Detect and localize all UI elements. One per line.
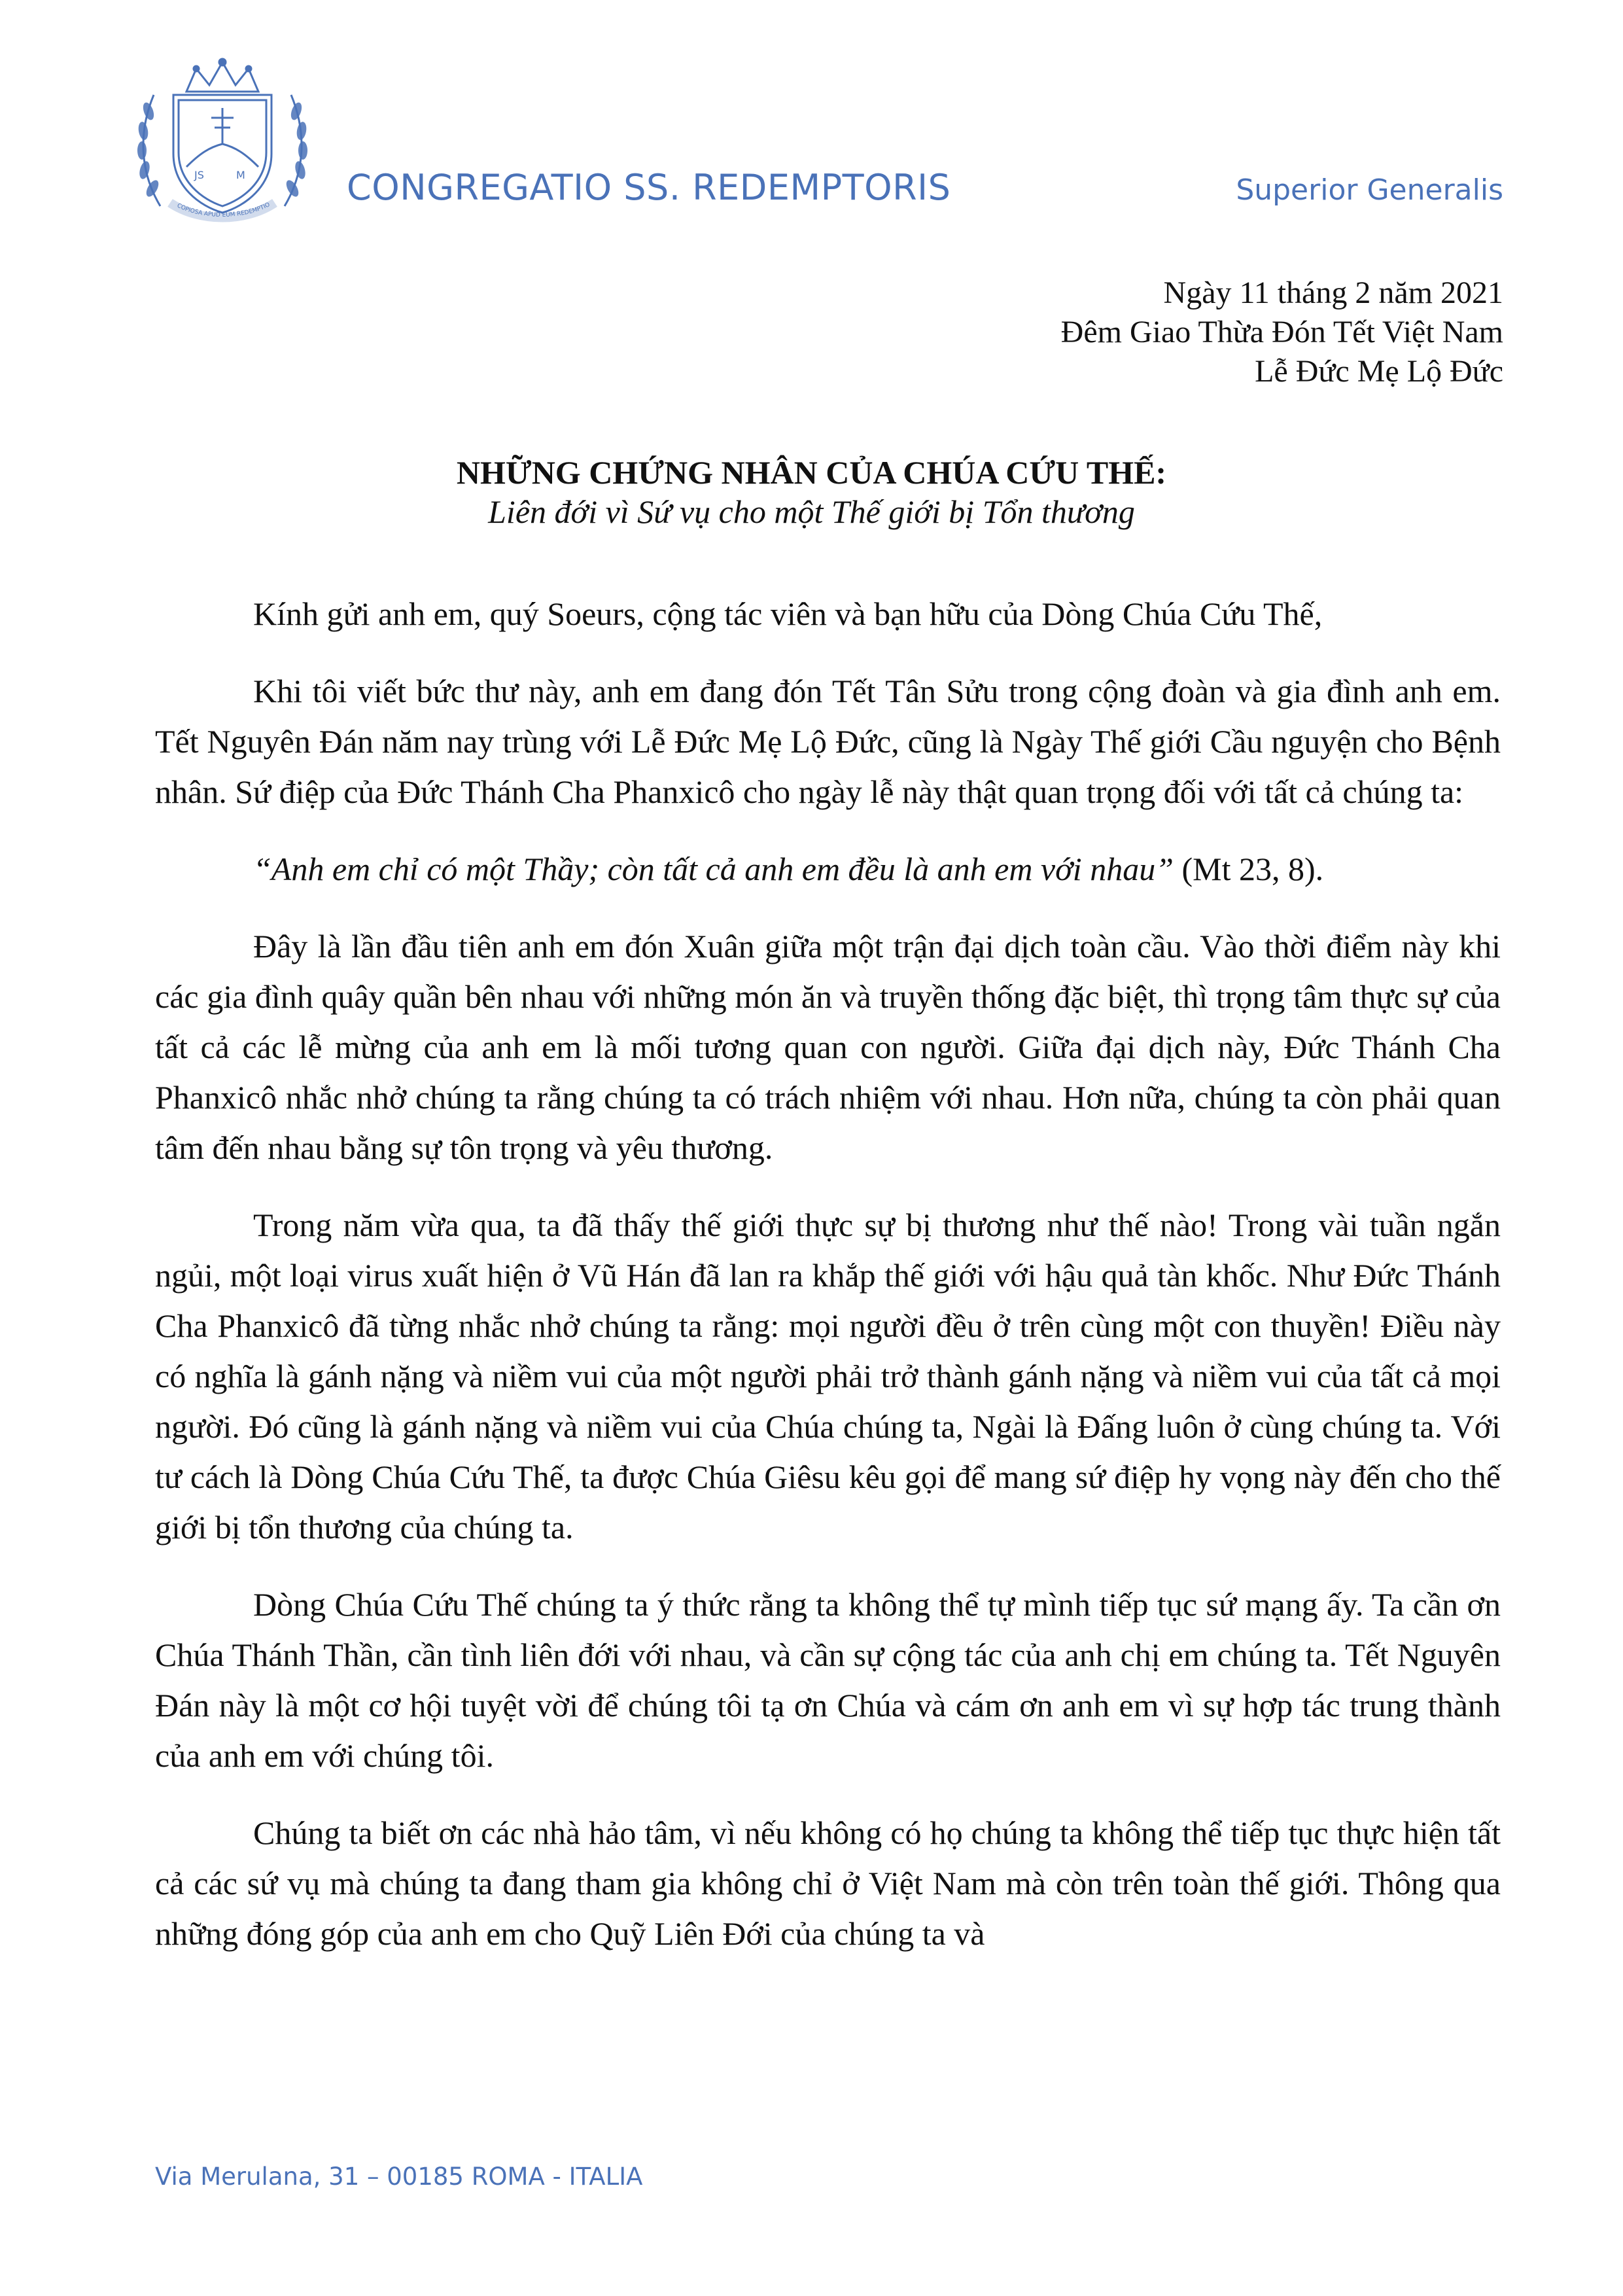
paragraph: Đây là lần đầu tiên anh em đón Xuân giữa một trận đại dịch toàn cầu. Vào thời điểm này khi các gia đình quây quần bên nhau với những món ăn và truyền thống đặc biệt, thì trọng tâm thực sự của tất cả các lễ mừng của anh em là mối tương quan con người. Giữa đại dịch này, Đức Thánh Cha Phanxicô nhắc nhở chúng ta rằng chúng ta có trách nhiệm với nhau. Hơn nữa, chúng ta còn phải quan tâm đến nhau bằng sự tôn trọng và yêu thương.: [155, 928, 1501, 1166]
letter-body: [155, 589, 1501, 1986]
feast-line: Lễ Đức Mẹ Lộ Đức: [1255, 354, 1503, 389]
salutation: Kính gửi anh em, quý Soeurs, cộng tác viên và bạn hữu của Dòng Chúa Cứu Thế,: [253, 595, 1323, 632]
letter-title-block: [0, 453, 1623, 531]
date-block: [1061, 274, 1503, 391]
organization-name: CONGREGATIO SS. REDEMPTORIS: [347, 167, 951, 208]
svg-text:M: M: [236, 169, 245, 181]
scripture-quote: [155, 844, 1501, 894]
paragraph: Khi tôi viết bức thư này, anh em đang đón Tết Tân Sửu trong cộng đoàn và gia đình anh em. Tết Nguyên Đán năm nay trùng với Lễ Đức Mẹ Lộ Đức, cũng là Ngày Thế giới Cầu nguyện cho Bệnh nhân. Sứ điệp của Đức Thánh Cha Phanxicô cho ngày lễ này thật quan trọng đối với tất cả chúng ta:: [155, 673, 1501, 810]
svg-text:JS: JS: [194, 169, 204, 181]
footer-address: Via Merulana, 31 – 00185 ROMA - ITALIA: [155, 2163, 643, 2191]
office-title: Superior Generalis: [1236, 173, 1503, 207]
date-line: Ngày 11 tháng 2 năm 2021: [1163, 275, 1503, 310]
paragraph: Dòng Chúa Cứu Thế chúng ta ý thức rằng ta không thể tự mình tiếp tục sứ mạng ấy. Ta cần ơn Chúa Thánh Thần, cần tình liên đới với nhau, và cần sự cộng tác của anh chị em chúng ta. Tết Nguyên Đán này là một cơ hội tuyệt vời để chúng tôi tạ ơn Chúa và cám ơn anh em vì sự hợp tác trung thành của anh em với chúng tôi.: [155, 1586, 1501, 1774]
crest-motto: COPIOSA APUD EUM REDEMPTIO: [175, 202, 271, 219]
letter-title: NHỮNG CHỨNG NHÂN CỦA CHÚA CỨU THẾ:: [456, 454, 1167, 491]
letter-subtitle: Liên đới vì Sứ vụ cho một Thế giới bị Tổn thương: [488, 493, 1135, 530]
quote-text: “Anh em chỉ có một Thầy; còn tất cả anh em đều là anh em với nhau”: [253, 851, 1174, 887]
paragraph: Trong năm vừa qua, ta đã thấy thế giới thực sự bị thương như thế nào! Trong vài tuần ngắn ngủi, một loại virus xuất hiện ở Vũ Hán đã lan ra khắp thế giới với hậu quả tàn khốc. Như Đức Thánh Cha Phanxicô đã từng nhắc nhở chúng ta rằng: mọi người đều ở trên cùng một con thuyền! Điều này có nghĩa là gánh nặng và niềm vui của một người phải trở thành gánh nặng và niềm vui của tất cả mọi người. Đó cũng là gánh nặng và niềm vui của Chúa chúng ta, Ngài là Đấng luôn ở cùng chúng ta. Với tư cách là Dòng Chúa Cứu Thế, ta được Chúa Giêsu kêu gọi để mang sứ điệp hy vọng này đến cho thế giới bị tổn thương của chúng ta.: [155, 1207, 1501, 1545]
redemptorist-crest-icon: [134, 56, 311, 226]
paragraph: Chúng ta biết ơn các nhà hảo tâm, vì nếu không có họ chúng ta không thể tiếp tục thực hiện tất cả các sứ vụ mà chúng ta đang tham gia không chỉ ở Việt Nam mà còn trên toàn thế giới. Thông qua những đóng góp của anh em cho Quỹ Liên Đới của chúng ta và: [155, 1814, 1501, 1952]
occasion-line: Đêm Giao Thừa Đón Tết Việt Nam: [1060, 315, 1503, 349]
quote-reference: (Mt 23, 8).: [1174, 851, 1324, 887]
